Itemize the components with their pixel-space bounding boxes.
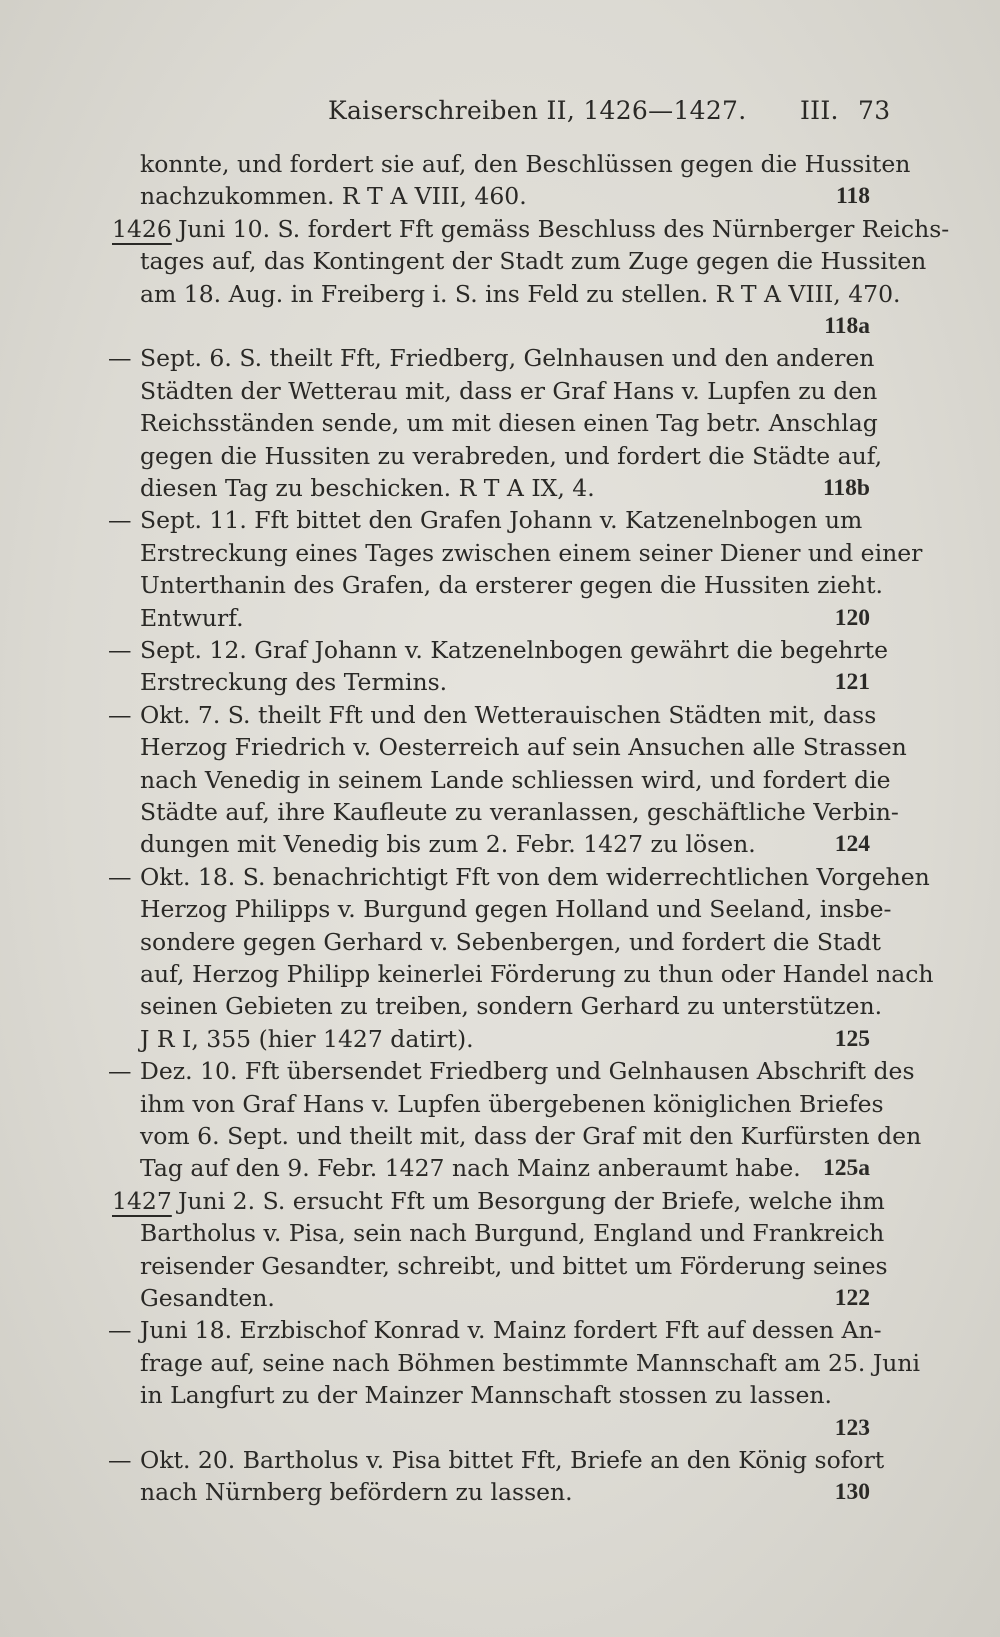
header-title: Kaiserschreiben II, 1426—1427. [328, 96, 747, 125]
entry-line: nachzukommen. R T A VIII, 460. [140, 182, 527, 211]
entry-line: seinen Gebieten zu treiben, sondern Gerhard zu unterstützen. [140, 992, 883, 1021]
entry-line: in Langfurt zu der Mainzer Mannschaft stossen zu lassen. [140, 1381, 832, 1410]
ditto-dash: — [108, 344, 132, 373]
entry-line: frage auf, seine nach Böhmen bestimmte Mannschaft am 25. Juni [140, 1348, 921, 1377]
entry-line: ihm von Graf Hans v. Lupfen übergebenen königlichen Briefes [140, 1089, 884, 1118]
entry-number: 125a [823, 1155, 870, 1182]
ditto-dash: — [108, 1446, 132, 1474]
page-number: 73 [858, 96, 891, 125]
entry-number: 130 [834, 1479, 870, 1506]
entry-line: Juni 2. S. ersucht Fft um Besorgung der Briefe, welche ihm [178, 1186, 885, 1215]
entry-number: 122 [834, 1284, 870, 1311]
entry-line: Okt. 20. Bartholus v. Pisa bittet Fft, Briefe an den König sofort [140, 1446, 885, 1474]
entry-number: 118a [824, 312, 870, 339]
year-marker: 1426 [112, 214, 172, 243]
entry-number: 120 [834, 604, 870, 631]
entry-line: Sept. 12. Graf Johann v. Katzenelnbogen gewährt die begehrte [140, 636, 888, 664]
entry-line: Bartholus v. Pisa, sein nach Burgund, England und Frankreich [140, 1219, 885, 1248]
entry-line: Herzog Friedrich v. Oesterreich auf sein Ansuchen alle Strassen [140, 733, 907, 762]
entry-line: Juni 18. Erzbischof Konrad v. Mainz fordert Fft auf dessen An- [140, 1316, 882, 1345]
entry-line: Reichsständen sende, um mit diesen einen Tag betr. Anschlag [140, 409, 878, 438]
ditto-dash: — [108, 636, 132, 664]
entry-line: vom 6. Sept. und theilt mit, dass der Graf mit den Kurfürsten den [140, 1121, 922, 1150]
entry-line: Okt. 7. S. theilt Fft und den Wetterauischen Städten mit, dass [140, 700, 877, 729]
entry-number: 121 [834, 669, 870, 696]
header-part: III. [800, 96, 839, 125]
entry-line: Städte auf, ihre Kaufleute zu veranlassen, geschäftliche Verbin- [140, 797, 899, 826]
entry-line: Erstreckung eines Tages zwischen einem seiner Diener und einer [140, 538, 923, 567]
entry-line: Juni 10. S. fordert Fft gemäss Beschluss des Nürnberger Reichs- [178, 214, 950, 243]
entry-line: Gesandten. [140, 1283, 275, 1312]
entry-line: reisender Gesandter, schreibt, und bittet um Förderung seines [140, 1251, 888, 1280]
entry-line: gegen die Hussiten zu verabreden, und fordert die Städte auf, [140, 441, 883, 470]
entry-line: Entwurf. [140, 603, 244, 632]
ditto-dash: — [108, 1316, 132, 1345]
entry-number: 125 [834, 1025, 870, 1052]
entry-line: Unterthanin des Grafen, da ersterer gegen die Hussiten zieht. [140, 571, 883, 600]
entry-number: 118 [836, 183, 870, 210]
entry-line: Herzog Philipps v. Burgund gegen Holland und Seeland, insbe- [140, 895, 892, 924]
entry-line: Sept. 11. Fft bittet den Grafen Johann v. Katzenelnbogen um [140, 506, 863, 535]
entry-line: nach Venedig in seinem Lande schliessen wird, und fordert die [140, 765, 891, 794]
entry-number: 123 [834, 1414, 870, 1441]
entry-line: Okt. 18. S. benachrichtigt Fft von dem widerrechtlichen Vorgehen [140, 862, 930, 891]
ditto-dash: — [108, 862, 132, 891]
entry-line: Sept. 6. S. theilt Fft, Friedberg, Gelnhausen und den anderen [140, 344, 875, 373]
entry-line: nach Nürnberg befördern zu lassen. [140, 1478, 573, 1507]
ditto-dash: — [108, 700, 132, 729]
entry-line: Städten der Wetterau mit, dass er Graf Hans v. Lupfen zu den [140, 376, 878, 405]
entry-line: Erstreckung des Termins. [140, 668, 448, 697]
entry-line: diesen Tag zu beschicken. R T A IX, 4. [140, 473, 595, 502]
ditto-dash: — [108, 1057, 132, 1086]
entry-line: auf, Herzog Philipp keinerlei Förderung zu thun oder Handel nach [140, 959, 934, 988]
entry-line: dungen mit Venedig bis zum 2. Febr. 1427 zu lösen. [140, 830, 756, 859]
entry-line: sondere gegen Gerhard v. Sebenbergen, und fordert die Stadt [140, 927, 881, 956]
entry-number: 124 [834, 831, 870, 858]
entry-line: tages auf, das Kontingent der Stadt zum Zuge gegen die Hussiten [140, 247, 927, 276]
entry-line: J R I, 355 (hier 1427 datirt). [140, 1024, 474, 1053]
ditto-dash: — [108, 506, 132, 535]
running-header [0, 96, 1000, 126]
entry-line: am 18. Aug. in Freiberg i. S. ins Feld zu stellen. R T A VIII, 470. [140, 279, 901, 308]
entry-line: Dez. 10. Fft übersendet Friedberg und Gelnhausen Abschrift des [140, 1057, 915, 1086]
entry-line: Tag auf den 9. Febr. 1427 nach Mainz anberaumt habe. [140, 1154, 801, 1183]
year-marker: 1427 [112, 1186, 172, 1215]
entry-line: konnte, und fordert sie auf, den Beschlüssen gegen die Hussiten [140, 150, 911, 178]
entry-number: 118b [822, 474, 870, 501]
